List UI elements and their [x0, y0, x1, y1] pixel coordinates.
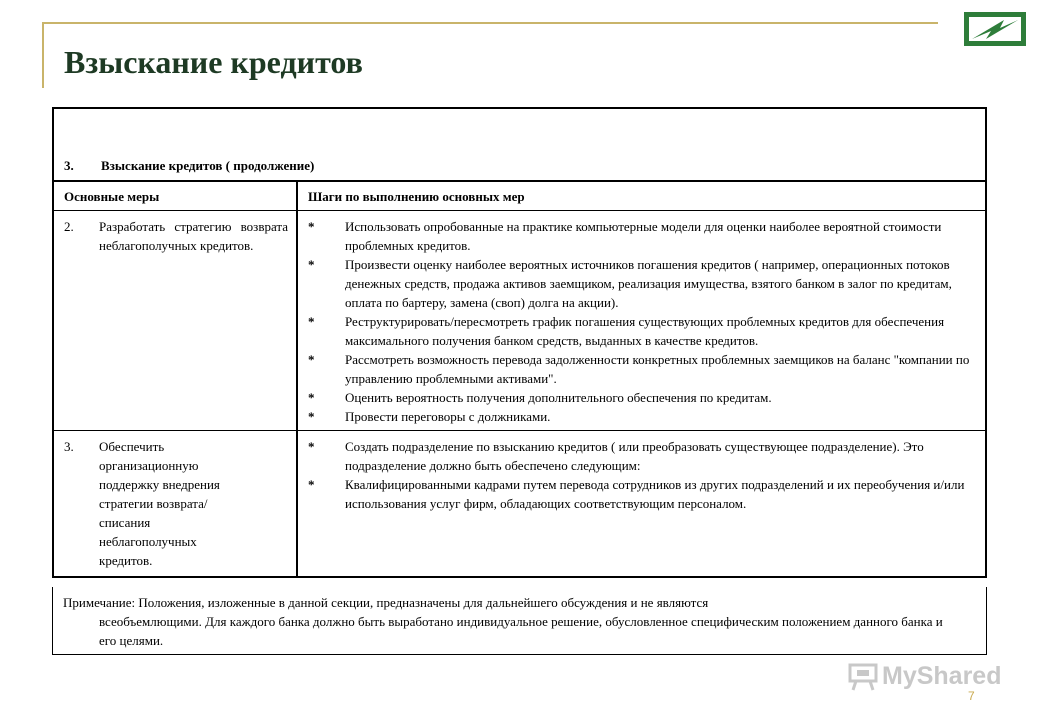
step-text: Использовать опробованные на практике компьютерные модели для оценки наиболее вероятной стоимости проблемных кредитов. — [345, 219, 942, 253]
footnote — [52, 587, 987, 655]
page-title: Взыскание кредитов — [64, 44, 363, 80]
measure-text: Обеспечить организационную поддержку внедрения стратегии возврата/списания неблагополучных кредитов. — [99, 439, 220, 568]
step-text: Рассмотреть возможность перевода задолженности конкретных проблемных заемщиков на баланс "компании по управлению проблемными активами". — [345, 352, 970, 386]
footnote-first-line: Примечание: Положения, изложенные в данной секции, предназначены для дальнейшего обсуждения и не являются — [63, 595, 709, 610]
bullet: * — [308, 409, 315, 424]
step-text: Квалифицированными кадрами путем перевода сотрудников из других подразделений и их переобучения и/или использования услуг фирм, обладающих соответствующим персоналом. — [345, 477, 965, 511]
list-item — [306, 217, 977, 255]
bullet: * — [308, 477, 315, 492]
list-item — [306, 437, 977, 475]
steps-cell — [297, 431, 986, 578]
step-text: Оценить вероятность получения дополнительного обеспечения по кредитам. — [345, 390, 772, 405]
bullet: * — [308, 314, 315, 329]
page-number: 7 — [968, 689, 975, 703]
section-label: Взыскание кредитов ( продолжение) — [101, 158, 315, 173]
bullet: * — [308, 439, 315, 454]
list-item — [306, 255, 977, 312]
measure-cell — [53, 211, 297, 431]
header-row — [53, 181, 986, 211]
bullet: * — [308, 257, 315, 272]
step-text: Создать подразделение по взысканию кредитов ( или преобразовать существующее подразделение). Это подразделение должно быть обеспечено следующим: — [345, 439, 924, 473]
watermark — [848, 658, 1001, 694]
steps-cell — [297, 211, 986, 431]
measure-number: 2. — [64, 219, 74, 234]
bullet: * — [308, 352, 315, 367]
step-text: Провести переговоры с должниками. — [345, 409, 551, 424]
section-row — [53, 108, 986, 181]
step-text: Произвести оценку наиболее вероятных источников погашения кредитов ( например, операционных потоков денежных средств, продажа активов заемщиком, реализация имущества, взятого банком в залог по кредитам, оплата по бартеру, замена (своп) долга на акции). — [345, 257, 952, 310]
section-heading — [53, 108, 986, 181]
list-item — [306, 475, 977, 513]
company-logo-icon — [964, 12, 1026, 46]
left-decorative-rule — [42, 22, 44, 88]
list-item — [306, 388, 977, 407]
list-item — [306, 350, 977, 388]
list-item — [306, 407, 977, 426]
table-row — [53, 431, 986, 578]
header-measures: Основные меры — [53, 181, 297, 211]
list-item — [306, 312, 977, 350]
watermark-text: MyShared — [882, 661, 1002, 690]
presentation-icon — [848, 661, 878, 691]
step-text: Реструктурировать/пересмотреть график погашения существующих проблемных кредитов для обеспечения максимального получения банком средств, выданных в качестве кредитов. — [345, 314, 945, 348]
bullet: * — [308, 219, 315, 234]
measure-text: Разработать стратегию возврата неблагополучных кредитов. — [99, 219, 288, 253]
bullet: * — [308, 390, 315, 405]
footnote-rest: всеобъемлющими. Для каждого банка должно быть выработано индивидуальное решение, обусловленное специфическим положением данного банка и его целями. — [99, 614, 943, 648]
section-number: 3. — [64, 158, 74, 173]
table-row — [53, 211, 986, 431]
top-decorative-rule — [42, 22, 938, 24]
measure-cell — [53, 431, 297, 578]
recovery-table — [52, 107, 987, 578]
header-steps: Шаги по выполнению основных мер — [297, 181, 986, 211]
measure-number: 3. — [64, 439, 74, 454]
